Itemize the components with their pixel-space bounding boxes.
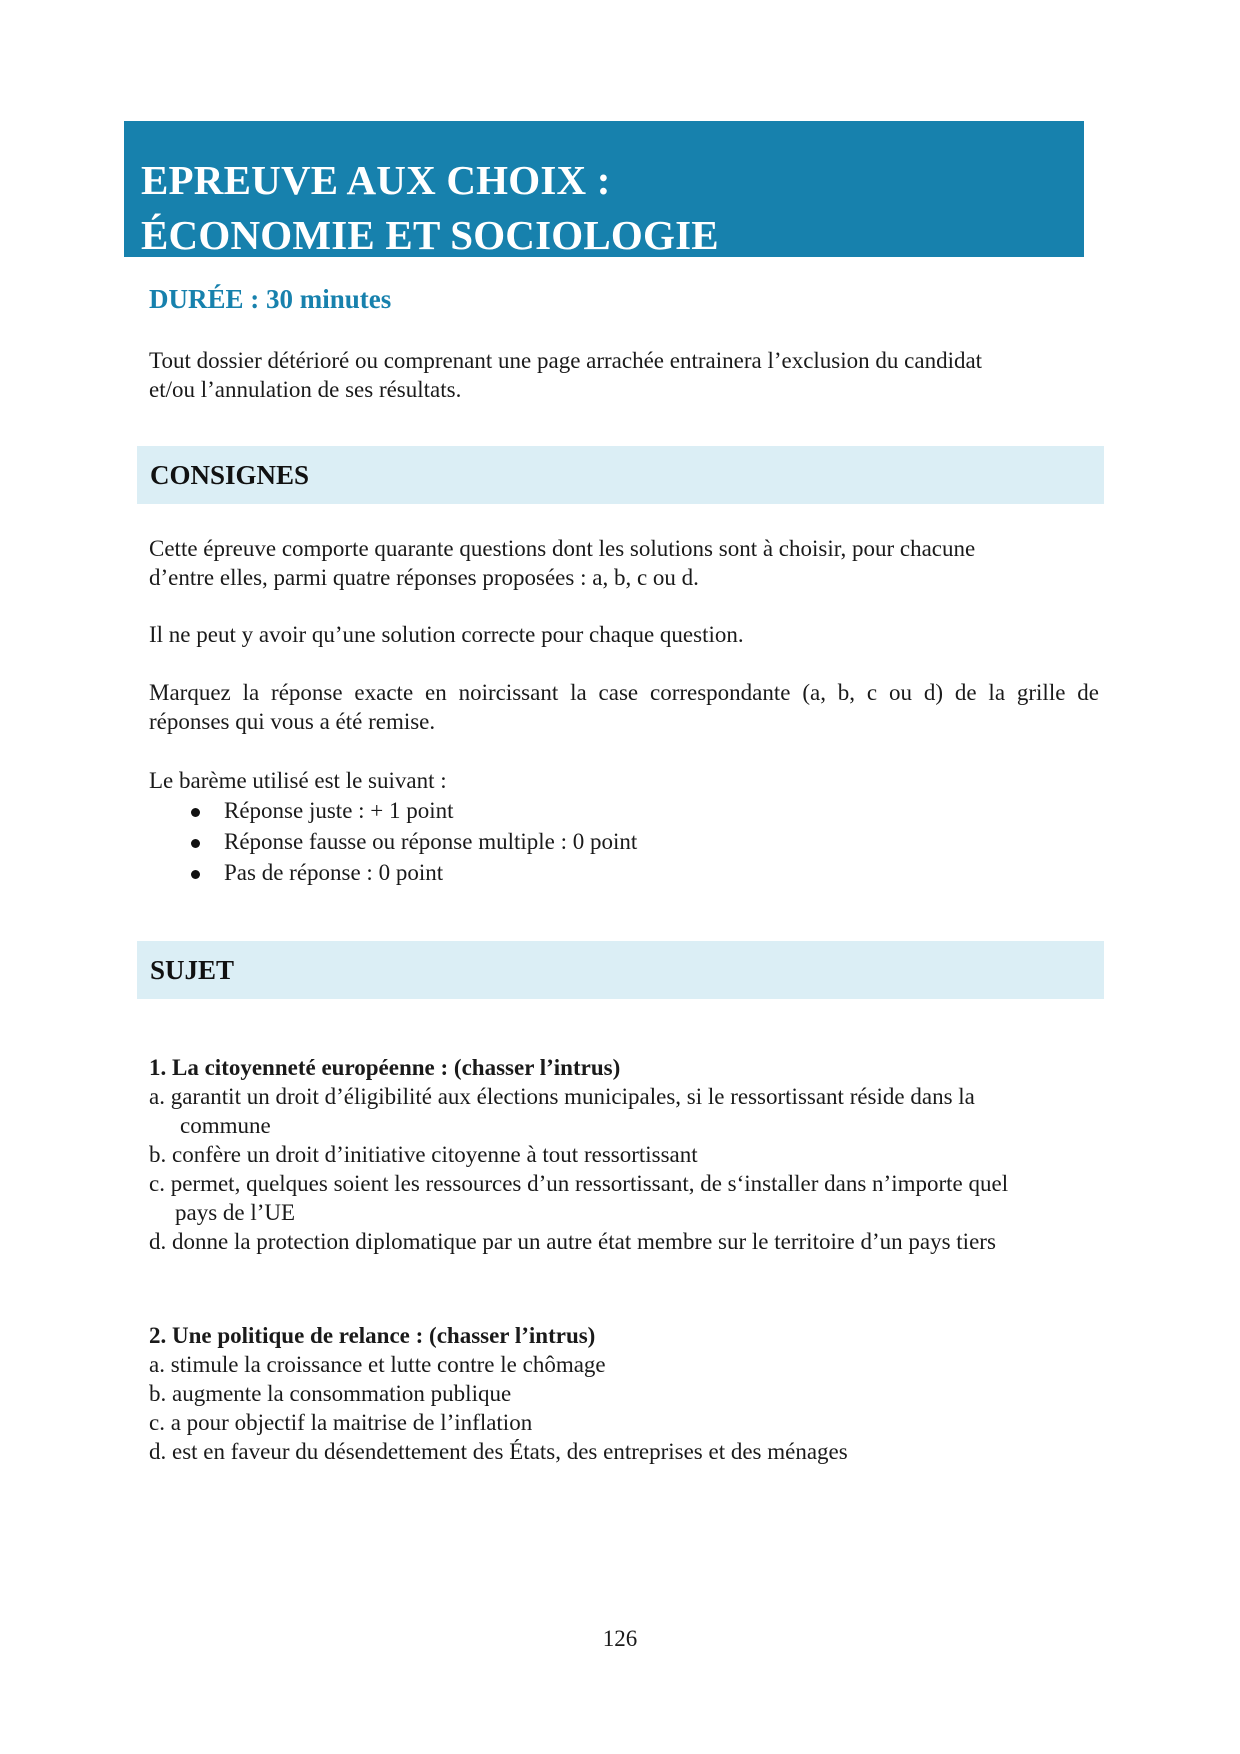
consignes-section-header: [137, 446, 1104, 504]
consignes-p1-line-1: Cette épreuve comporte quarante questions dont les solutions sont à choisir, pour chacune: [149, 536, 976, 561]
bareme-item-text: Réponse juste : + 1 point: [224, 798, 454, 823]
consignes-p2: Il ne peut y avoir qu’une solution correcte pour chaque question.: [149, 622, 744, 647]
bareme-intro: [149, 766, 1099, 795]
warning-paragraph: [149, 346, 1099, 404]
question-2: [149, 1321, 848, 1466]
page-title-line-1: EPREUVE AUX CHOIX :: [141, 157, 611, 203]
consignes-paragraph-2: [149, 620, 1099, 649]
bullet-icon: [191, 870, 200, 879]
duration-label: DURÉE : 30 minutes: [149, 284, 392, 314]
consignes-paragraph-3: [149, 678, 1099, 736]
question-1-option-c: c. permet, quelques soient les ressources d’un ressortissant, de s‘installer dans n’importe quel: [149, 1171, 1009, 1196]
list-item: [149, 796, 637, 827]
bareme-intro-text: Le barème utilisé est le suivant :: [149, 768, 447, 793]
page-title-line-2: ÉCONOMIE ET SOCIOLOGIE: [141, 212, 719, 258]
question-1-option-b: b. confère un droit d’initiative citoyenne à tout ressortissant: [149, 1142, 698, 1167]
question-2-option-b: b. augmente la consommation publique: [149, 1381, 512, 1406]
question-1-option-a-cont: commune: [180, 1113, 271, 1138]
question-2-option-d: d. est en faveur du désendettement des États, des entreprises et des ménages: [149, 1439, 848, 1464]
bareme-item-text: Pas de réponse : 0 point: [224, 860, 444, 885]
list-item: [149, 827, 637, 858]
question-2-option-a: a. stimule la croissance et lutte contre le chômage: [149, 1352, 606, 1377]
list-item: [149, 858, 637, 889]
page-number: 126: [602, 1626, 638, 1651]
title-banner: [124, 121, 1084, 257]
consignes-heading: CONSIGNES: [150, 460, 310, 490]
question-2-title: 2. Une politique de relance : (chasser l’intrus): [149, 1323, 596, 1348]
bullet-icon: [191, 839, 200, 848]
warning-line-1: Tout dossier détérioré ou comprenant une page arrachée entrainera l’exclusion du candidat: [149, 348, 983, 373]
consignes-p1-line-2: d’entre elles, parmi quatre réponses proposées : a, b, c ou d.: [149, 565, 699, 590]
sujet-section-header: [137, 941, 1104, 999]
question-1: [149, 1053, 1008, 1256]
bareme-list: [149, 796, 637, 889]
bullet-icon: [191, 808, 200, 817]
consignes-p3-line-2: réponses qui vous a été remise.: [149, 709, 436, 734]
consignes-p3-line-1: Marquez la réponse exacte en noircissant la case correspondante (a, b, c ou d) de la grille de: [149, 680, 1099, 705]
question-1-title: 1. La citoyenneté européenne : (chasser l’intrus): [149, 1055, 621, 1080]
question-1-option-c-cont: pays de l’UE: [175, 1200, 296, 1225]
sujet-heading: SUJET: [150, 955, 235, 985]
question-1-option-d: d. donne la protection diplomatique par un autre état membre sur le territoire d’un pays tiers: [149, 1229, 996, 1254]
consignes-paragraph-1: [149, 534, 1099, 592]
warning-line-2: et/ou l’annulation de ses résultats.: [149, 377, 462, 402]
question-1-option-a: a. garantit un droit d’éligibilité aux élections municipales, si le ressortissant réside dans la: [149, 1084, 975, 1109]
bareme-item-text: Réponse fausse ou réponse multiple : 0 point: [224, 829, 638, 854]
question-2-option-c: c. a pour objectif la maitrise de l’inflation: [149, 1410, 533, 1435]
